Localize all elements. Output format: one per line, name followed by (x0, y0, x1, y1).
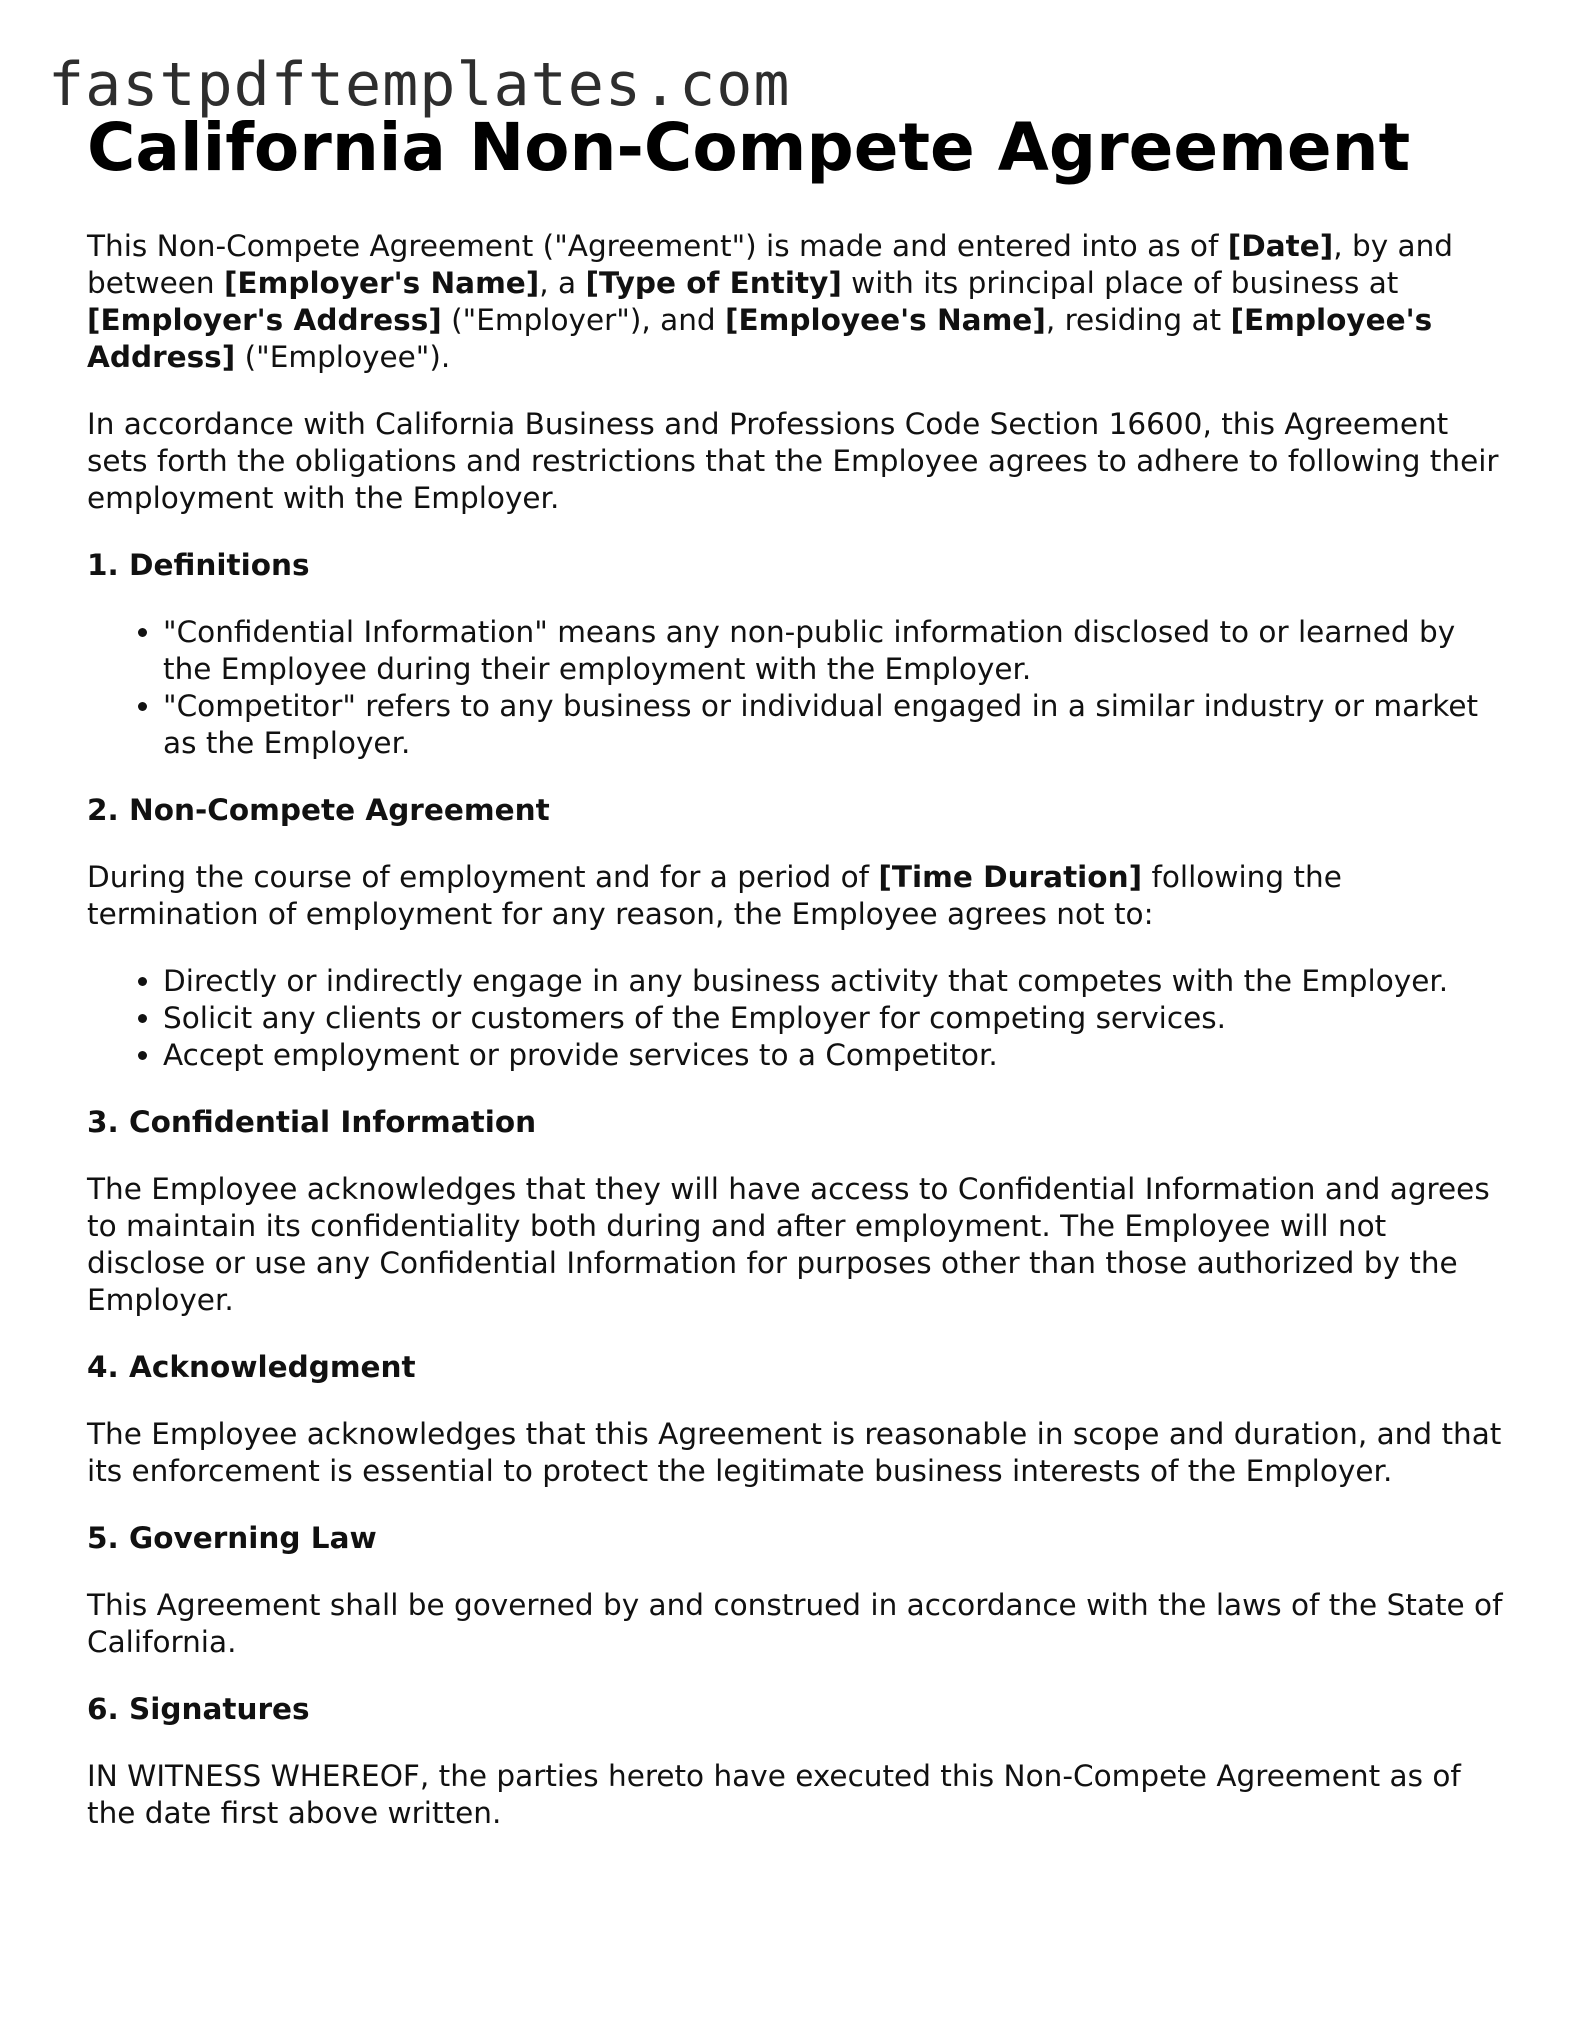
section-heading-confidential: 3. Confidential Information (87, 1105, 537, 1139)
section-heading-definitions: 1. Definitions (87, 548, 310, 582)
list-item: • "Competitor" refers to any business or individual engaged in a similar industry or market as the Employer. (163, 688, 1507, 762)
preamble-paragraph: In accordance with California Business and Professions Code Section 16600, this Agreement sets forth the obligations and restrictions that the Employee agrees to adhere to following their employment with the Employer. (87, 407, 1499, 515)
list-item: • Solicit any clients or customers of the Employer for competing services. (163, 1000, 1507, 1037)
governing-law-paragraph: This Agreement shall be governed by and construed in accordance with the laws of the State of California. (87, 1588, 1503, 1659)
document-title: California Non-Compete Agreement (87, 109, 1411, 186)
intro-paragraph (87, 228, 1507, 376)
intro-text: with its principal place of business at (841, 266, 1399, 300)
confidential-paragraph: The Employee acknowledges that they will have access to Confidential Information and agrees to maintain its confidentiality both during and after employment. The Employee will not disclose or use any Confidential Information for purposes other than those authorized by the Employer. (87, 1172, 1490, 1317)
watermark: fastpdftemplates.com (48, 50, 791, 120)
intro-text: , a (539, 266, 586, 300)
section-heading-non-compete: 2. Non-Compete Agreement (87, 793, 550, 827)
non-compete-paragraph (87, 859, 1507, 933)
list-item: • Directly or indirectly engage in any business activity that competes with the Employer. (163, 963, 1507, 1000)
intro-text: ("Employer"), and (441, 303, 725, 337)
employer-name-placeholder: [Employer's Name] (223, 266, 540, 300)
employee-name-placeholder: [Employee's Name] (725, 303, 1046, 337)
employer-address-placeholder: [Employer's Address] (87, 303, 442, 337)
acknowledgment-paragraph: The Employee acknowledges that this Agreement is reasonable in scope and duration, and that its enforcement is essential to protect the legitimate business interests of the Employer. (87, 1417, 1502, 1488)
duration-placeholder: [Time Duration] (878, 860, 1143, 894)
intro-text: ("Employee"). (235, 340, 451, 374)
signatures-paragraph: IN WITNESS WHEREOF, the parties hereto have executed this Non-Compete Agreement as of the date first above written. (87, 1759, 1461, 1830)
section-heading-acknowledgment: 4. Acknowledgment (87, 1350, 416, 1384)
non-compete-text: following the termination of employment for any reason, the Employee agrees not to: (87, 860, 1342, 931)
date-placeholder: [Date] (1227, 229, 1334, 263)
list-item: • Accept employment or provide services to a Competitor. (163, 1037, 1507, 1074)
non-compete-text: During the course of employment and for a period of (87, 860, 879, 894)
entity-type-placeholder: [Type of Entity] (585, 266, 842, 300)
non-compete-list (87, 963, 1507, 1074)
section-heading-signatures: 6. Signatures (87, 1692, 310, 1726)
intro-text: , by and between (87, 229, 1454, 300)
employee-address-placeholder: [Employee's Address] (87, 303, 1433, 374)
definitions-list (87, 614, 1507, 762)
document-body (87, 108, 1507, 1832)
intro-text: This Non-Compete Agreement ("Agreement") is made and entered into as of (87, 229, 1228, 263)
section-heading-governing-law: 5. Governing Law (87, 1521, 377, 1555)
intro-text: , residing at (1045, 303, 1231, 337)
list-item: • "Confidential Information" means any non-public information disclosed to or learned by the Employee during their employment with the Employer. (163, 614, 1507, 688)
